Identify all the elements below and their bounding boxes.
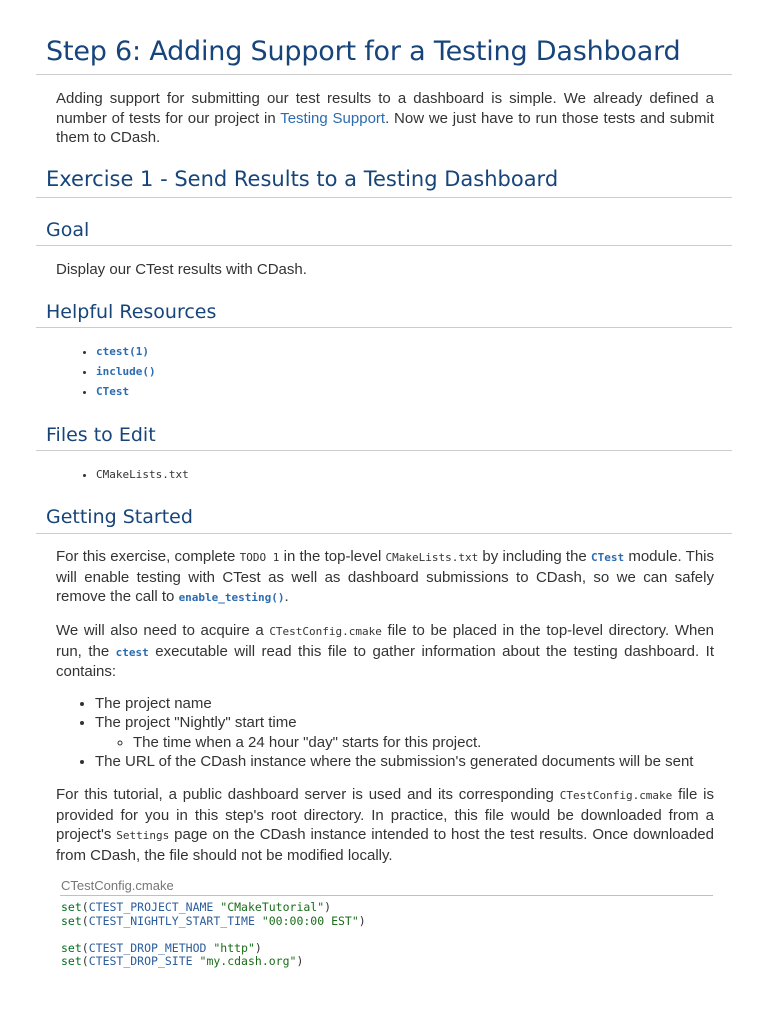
files-to-edit-list	[56, 465, 189, 485]
ctestconfig-code: CTestConfig.cmake	[559, 789, 673, 802]
code-line: set(CTEST_DROP_METHOD "http")	[61, 940, 262, 955]
helpful-resources-divider	[36, 327, 732, 328]
ctest-module-link[interactable]: CTest	[96, 385, 130, 398]
goal-text: Display our CTest results with CDash.	[56, 261, 307, 278]
goal-heading: Goal	[46, 219, 90, 241]
getting-started-divider	[36, 533, 732, 534]
intro-paragraph: Adding support for submitting our test results to a dashboard is simple. We already defined a number of tests for our project in Testing Support. Now we just have to run those tests and submit them to CDash.	[56, 90, 714, 146]
list-item	[96, 342, 156, 362]
list-item: ◦ The time when a 24 hour "day" starts for this project.	[133, 733, 693, 752]
code-caption-divider	[60, 895, 713, 896]
list-item	[96, 382, 156, 402]
ctestconfig-code: CTestConfig.cmake	[269, 625, 382, 638]
list-item: • The project name	[95, 694, 693, 713]
nested-list	[95, 733, 693, 752]
list-item: • CMakeLists.txt	[96, 465, 189, 485]
list-item: • The project "Nightly" start time ◦ The time when a 24 hour "day" starts for this project.	[95, 713, 693, 752]
exercise-divider	[36, 197, 732, 198]
include-link[interactable]: include()	[96, 365, 156, 378]
code-block	[61, 901, 366, 969]
title-divider	[36, 74, 732, 75]
getting-started-paragraph-3: For this tutorial, a public dashboard server is used and its corresponding CTestConfig.cmake file is provided for you in this step's root directory. In practice, this file would be downloaded from a project's Settings page on the CDash instance intended to host the test results. Once downloaded from CDash, the file should not be modified locally.	[56, 786, 715, 864]
contains-list	[56, 694, 693, 771]
code-line: set(CTEST_PROJECT_NAME "CMakeTutorial")	[61, 900, 332, 914]
goal-divider	[36, 245, 732, 246]
page-title: Step 6: Adding Support for a Testing Dashboard	[46, 36, 681, 67]
ctest-executable-link[interactable]: ctest	[115, 645, 149, 659]
todo-code: TODO 1	[239, 551, 280, 564]
testing-support-link[interactable]: Testing Support	[280, 109, 386, 127]
settings-code: Settings	[116, 829, 170, 842]
cmakelists-code: CMakeLists.txt	[385, 551, 479, 564]
enable-testing-link[interactable]: enable_testing()	[178, 591, 285, 604]
list-item	[96, 362, 156, 382]
list-item: • The URL of the CDash instance where the submission's generated documents will be sent	[95, 752, 693, 771]
getting-started-paragraph-2: We will also need to acquire a CTestConfig.cmake file to be placed in the top-level directory. When run, the ctest executable will read this file to gather information about the testing dashboard. It contains:	[56, 622, 714, 680]
code-caption: CTestConfig.cmake	[61, 878, 174, 893]
code-line: set(CTEST_DROP_SITE "my.cdash.org")	[61, 954, 304, 969]
exercise-heading: Exercise 1 - Send Results to a Testing Dashboard	[46, 167, 559, 191]
files-to-edit-heading: Files to Edit	[46, 424, 156, 446]
ctest-1-link[interactable]: ctest(1)	[96, 345, 149, 358]
code-line: set(CTEST_NIGHTLY_START_TIME "00:00:00 EST")	[61, 913, 366, 928]
files-to-edit-divider	[36, 450, 732, 451]
getting-started-heading: Getting Started	[46, 506, 193, 528]
helpful-resources-heading: Helpful Resources	[46, 301, 217, 323]
helpful-resources-list	[56, 342, 156, 402]
getting-started-paragraph-1: For this exercise, complete TODO 1 in the top-level CMakeLists.txt by including the CTest module. This will enable testing with CTest as well as dashboard submissions to CDash, so we can safely remove the call to enable_testing().	[56, 548, 714, 605]
ctest-module-inline-link[interactable]: CTest	[591, 551, 625, 564]
